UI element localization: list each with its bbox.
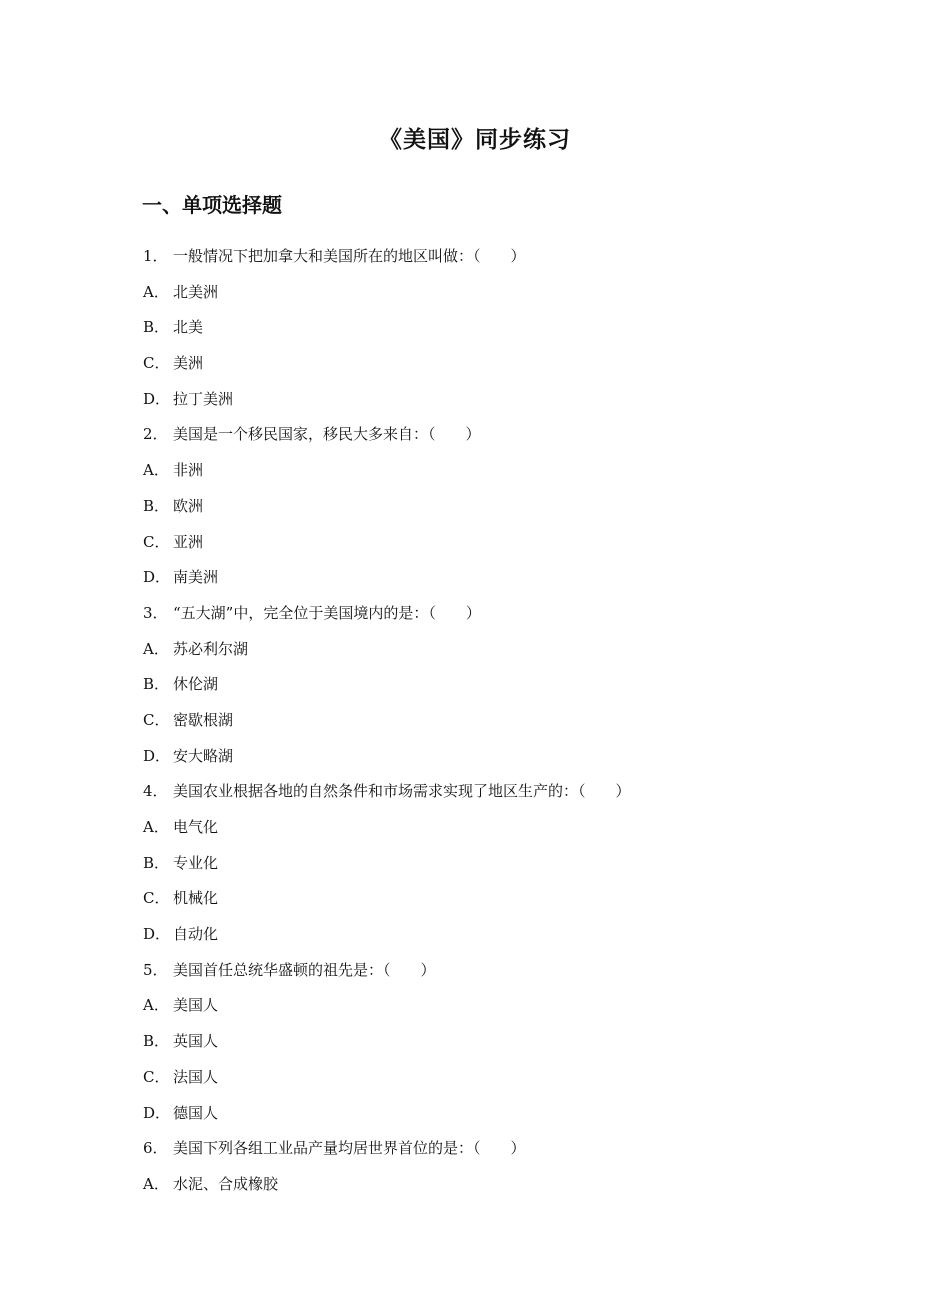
option-letter: D． <box>143 925 171 944</box>
answer-option <box>143 1024 843 1060</box>
option-letter: B． <box>143 675 170 694</box>
option-text: 密歇根湖 <box>173 710 234 729</box>
answer-option <box>143 917 843 953</box>
option-letter: B． <box>143 853 170 872</box>
answer-option <box>143 703 843 739</box>
question-text: 一般情况下把加拿大和美国所在的地区叫做：（ ） <box>173 247 526 265</box>
option-letter: A． <box>143 639 169 658</box>
question-text: 美国农业根据各地的自然条件和市场需求实现了地区生产的：（ ） <box>173 782 631 801</box>
answer-option <box>143 346 843 382</box>
answer-option <box>143 667 843 703</box>
answer-option <box>143 632 843 668</box>
question-stem <box>143 417 843 453</box>
question-stem <box>143 239 843 275</box>
option-letter: B． <box>143 1032 170 1051</box>
answer-option <box>143 310 843 346</box>
question-text: “五大湖”中，完全位于美国境内的是：（ ） <box>173 603 481 622</box>
option-text: 欧洲 <box>173 496 204 515</box>
section-heading: 一、单项选择题 <box>142 193 282 217</box>
option-letter: D． <box>143 389 171 408</box>
option-letter: C． <box>143 889 170 908</box>
option-text: 电气化 <box>173 818 219 836</box>
answer-option <box>143 846 843 882</box>
answer-option <box>143 1167 843 1203</box>
answer-option <box>143 739 843 775</box>
question-stem <box>143 1131 843 1167</box>
option-text: 休伦湖 <box>173 675 219 694</box>
answer-option <box>143 881 843 917</box>
answer-option <box>143 382 843 418</box>
option-text: 北美 <box>173 318 204 337</box>
option-text: 美国人 <box>173 996 219 1015</box>
question-text: 美国是一个移民国家，移民大多来自：（ ） <box>173 425 481 444</box>
option-letter: A． <box>143 996 169 1015</box>
option-text: 安大略湖 <box>173 746 234 765</box>
question-text: 美国下列各组工业品产量均居世界首位的是：（ ） <box>173 1139 526 1158</box>
question-list <box>143 239 843 1203</box>
option-text: 非洲 <box>173 461 204 480</box>
option-letter: C． <box>143 354 170 373</box>
option-text: 北美洲 <box>173 282 219 301</box>
option-text: 专业化 <box>173 853 219 872</box>
question-number: 3． <box>143 603 168 622</box>
question-text: 美国首任总统华盛顿的祖先是：（ ） <box>173 960 436 979</box>
question-number: 1． <box>143 247 168 265</box>
option-letter: A． <box>143 1174 169 1193</box>
option-letter: D． <box>143 1103 171 1122</box>
option-letter: B． <box>143 318 170 337</box>
answer-option <box>143 453 843 489</box>
answer-option <box>143 275 843 311</box>
option-text: 水泥、合成橡胶 <box>173 1174 279 1193</box>
option-text: 德国人 <box>173 1103 219 1122</box>
option-letter: A． <box>143 461 169 480</box>
option-text: 美洲 <box>173 354 204 373</box>
option-text: 苏必利尔湖 <box>173 639 249 658</box>
option-text: 英国人 <box>173 1032 219 1051</box>
answer-option <box>143 1060 843 1096</box>
option-letter: C． <box>143 1067 170 1086</box>
option-text: 法国人 <box>173 1067 219 1086</box>
question-number: 5． <box>143 960 168 979</box>
answer-option <box>143 988 843 1024</box>
question-number: 4． <box>143 782 168 801</box>
option-text: 拉丁美洲 <box>173 389 234 408</box>
option-text: 南美洲 <box>173 568 219 587</box>
answer-option <box>143 810 843 846</box>
answer-option <box>143 489 843 525</box>
answer-option <box>143 525 843 561</box>
answer-option <box>143 1096 843 1132</box>
question-number: 2． <box>143 425 168 444</box>
question-stem <box>143 774 843 810</box>
option-letter: D． <box>143 746 171 765</box>
question-stem <box>143 953 843 989</box>
option-letter: B． <box>143 496 170 515</box>
page-title: 《美国》同步练习 <box>379 127 571 153</box>
question-stem <box>143 596 843 632</box>
option-text: 亚洲 <box>173 532 204 551</box>
option-text: 自动化 <box>173 925 219 944</box>
option-text: 机械化 <box>173 889 219 908</box>
question-number: 6． <box>143 1139 168 1158</box>
option-letter: C． <box>143 710 170 729</box>
option-letter: D． <box>143 568 171 587</box>
option-letter: A． <box>143 818 169 836</box>
answer-option <box>143 560 843 596</box>
option-letter: C． <box>143 532 170 551</box>
option-letter: A． <box>143 282 169 301</box>
